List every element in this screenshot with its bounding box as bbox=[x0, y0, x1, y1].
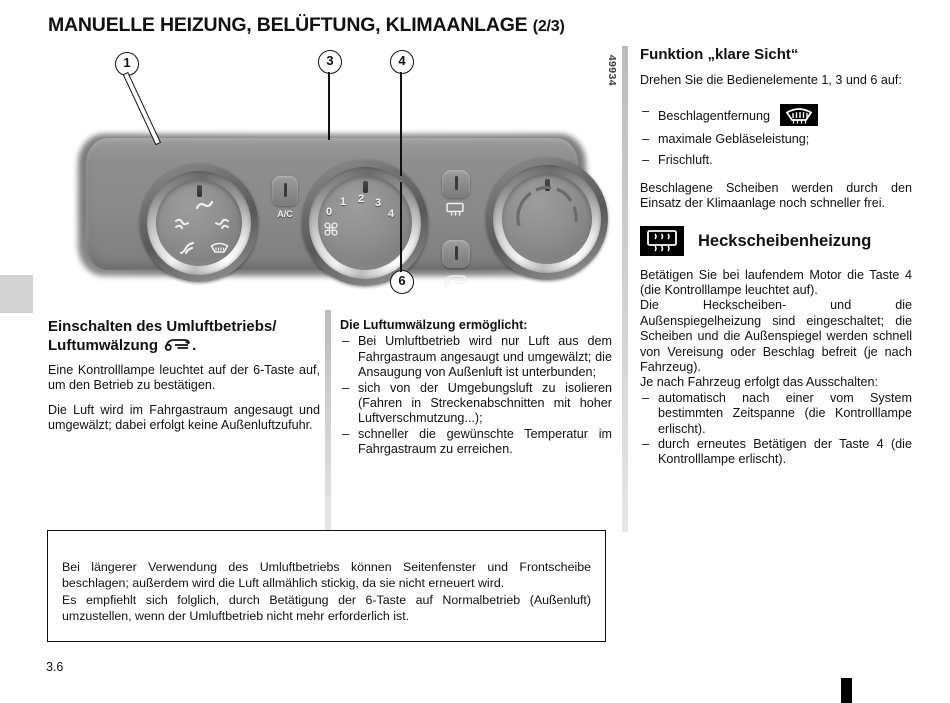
right-after-bullets: Beschlagene Scheiben werden durch den Einsatz der Klimaanlage noch schneller frei. bbox=[640, 180, 912, 211]
warning-box bbox=[47, 530, 606, 642]
callout-4-leader bbox=[400, 72, 402, 176]
fan-mark-4: 4 bbox=[388, 208, 395, 220]
rear-paragraph-2: Die Heckscheiben- und die Außenspiegelheizung sind eingeschaltet; die Scheiben und die Außenspiegel werden schnell von Vereisung oder Beschlag befreit (je nach Fahrzeug). bbox=[640, 298, 912, 374]
page-title-fraction: (2/3) bbox=[532, 18, 565, 35]
air-recirculation-button[interactable] bbox=[442, 240, 470, 268]
airflow-face-icon bbox=[196, 200, 213, 214]
column-divider-2 bbox=[622, 46, 628, 532]
airflow-windshield-icon bbox=[210, 242, 229, 258]
callout-1-circle: 1 bbox=[115, 52, 139, 76]
fan-mark-3: 3 bbox=[375, 197, 382, 209]
rear-window-heating-icon bbox=[444, 202, 466, 221]
knob-pointer bbox=[197, 185, 202, 197]
bullet-text: Beschlagentfernung bbox=[658, 108, 771, 123]
airflow-side-right-icon bbox=[215, 218, 230, 234]
list-item: – Bei Umluftbetrieb wird nur Luft aus dem Fahrgastraum angesaugt und umgewälzt; die Ansaugung von Außenluft ist unterbunden; bbox=[340, 334, 612, 380]
list-item: – durch erneutes Betätigen der Taste 4 (die Kontrolllampe erlischt). bbox=[640, 437, 912, 468]
warning-box-content bbox=[62, 559, 591, 625]
fan-mark-0: 0 bbox=[326, 206, 333, 218]
control-panel-illustration bbox=[60, 42, 620, 294]
callout-3-leader bbox=[328, 72, 330, 140]
temperature-arc-icon bbox=[511, 182, 585, 241]
warning-line-2: Es empfiehlt sich folglich, durch Betätigung der 6-Taste auf Normalbetrieb (Außenluft) umzustellen, wenn der Umluftbetrieb nicht mehr erforderlich ist. bbox=[62, 592, 591, 624]
air-recirculation-icon bbox=[163, 338, 191, 351]
air-distribution-knob[interactable] bbox=[140, 164, 258, 282]
left-column-heading bbox=[48, 318, 320, 355]
left-heading-line2: Luftumwälzung bbox=[48, 336, 158, 354]
left-column bbox=[48, 318, 320, 434]
middle-column bbox=[340, 318, 612, 467]
ac-button-indicator bbox=[284, 183, 287, 197]
rear-heating-section-header bbox=[640, 226, 912, 256]
airflow-feet-icon bbox=[180, 242, 196, 258]
left-paragraph-2: Die Luft wird im Fahrgastraum angesaugt und umgewälzt; dabei erfolgt keine Außenluftzufuhr. bbox=[48, 402, 320, 433]
button-indicator bbox=[455, 176, 458, 190]
list-item bbox=[640, 104, 912, 126]
fan-speed-knob[interactable] bbox=[302, 160, 428, 286]
rear-paragraph-3: Je nach Fahrzeug erfolgt das Ausschalten: bbox=[640, 375, 879, 390]
fan-mark-1: 1 bbox=[340, 196, 347, 208]
list-item: – sich von der Umgebungsluft zu isolieren (Fahren in Streckenabschnitten mit hoher Luftverschmutzung...); bbox=[340, 381, 612, 427]
warning-line-1: Bei längerer Verwendung des Umluftbetriebs können Seitenfenster und Frontscheibe beschlagen; außerdem wird die Luft allmählich stickig, da sie nicht erneuert wird. bbox=[62, 560, 591, 591]
air-recirculation-icon bbox=[442, 272, 468, 289]
callout-4-circle: 4 bbox=[390, 50, 414, 74]
middle-column-bullets bbox=[340, 334, 612, 457]
rear-heating-heading: Heckscheibenheizung bbox=[698, 231, 872, 250]
rear-window-heating-button[interactable] bbox=[442, 170, 470, 198]
fan-icon bbox=[324, 222, 338, 239]
callout-3-circle: 3 bbox=[318, 50, 342, 74]
page-title-text: MANUELLE HEIZUNG, BELÜFTUNG, KLIMAANLAGE bbox=[48, 14, 528, 36]
page-title bbox=[48, 14, 668, 37]
right-intro: Drehen Sie die Bedienelemente 1, 3 und 6 auf: bbox=[640, 72, 902, 87]
fan-mark-2: 2 bbox=[358, 193, 365, 205]
left-heading-period: . bbox=[192, 336, 197, 354]
list-item: – Frischluft. bbox=[640, 153, 912, 168]
knob-face bbox=[318, 176, 412, 270]
callout-6-circle: 6 bbox=[390, 270, 414, 294]
rear-window-heating-icon bbox=[640, 226, 684, 256]
right-column bbox=[640, 46, 912, 477]
left-paragraph-1: Eine Kontrolllampe leuchtet auf der 6-Taste auf, um den Betrieb zu bestätigen. bbox=[48, 363, 320, 393]
ac-button[interactable] bbox=[272, 176, 298, 206]
page-number: 3.6 bbox=[46, 660, 64, 674]
right-column-heading: Funktion „klare Sicht“ bbox=[640, 46, 799, 63]
list-item: – automatisch nach einer vom System bestimmten Zeitspanne (die Kontrolllampe erlischt). bbox=[640, 391, 912, 437]
windshield-defrost-icon bbox=[780, 104, 818, 126]
figure-reference-number: 49934 bbox=[606, 54, 618, 86]
left-heading-line1: Einschalten des Umluftbetriebs/ bbox=[48, 318, 277, 335]
hvac-control-panel bbox=[86, 138, 578, 270]
temperature-knob[interactable] bbox=[486, 158, 608, 280]
clear-view-bullets bbox=[640, 104, 912, 169]
chapter-margin-tab bbox=[0, 275, 33, 313]
list-item: – maximale Gebläseleistung; bbox=[640, 132, 912, 147]
rear-paragraph-1: Betätigen Sie bei laufendem Motor die Taste 4 (die Kontrolllampe leuchtet auf). bbox=[640, 267, 912, 297]
page-edge-marker bbox=[841, 678, 852, 703]
column-divider-1 bbox=[325, 310, 331, 532]
button-indicator bbox=[455, 246, 458, 260]
knob-pointer bbox=[363, 181, 368, 193]
list-item: – schneller die gewünschte Temperatur im Fahrgastraum zu erreichen. bbox=[340, 427, 612, 458]
rear-heating-bullets bbox=[640, 391, 912, 468]
knob-face bbox=[502, 174, 592, 264]
airflow-side-left-icon bbox=[174, 218, 189, 234]
knob-face bbox=[156, 180, 242, 266]
callout-6-leader bbox=[400, 182, 402, 272]
ac-button-label: A/C bbox=[277, 209, 293, 219]
middle-column-heading: Die Luftumwälzung ermöglicht: bbox=[340, 318, 528, 332]
